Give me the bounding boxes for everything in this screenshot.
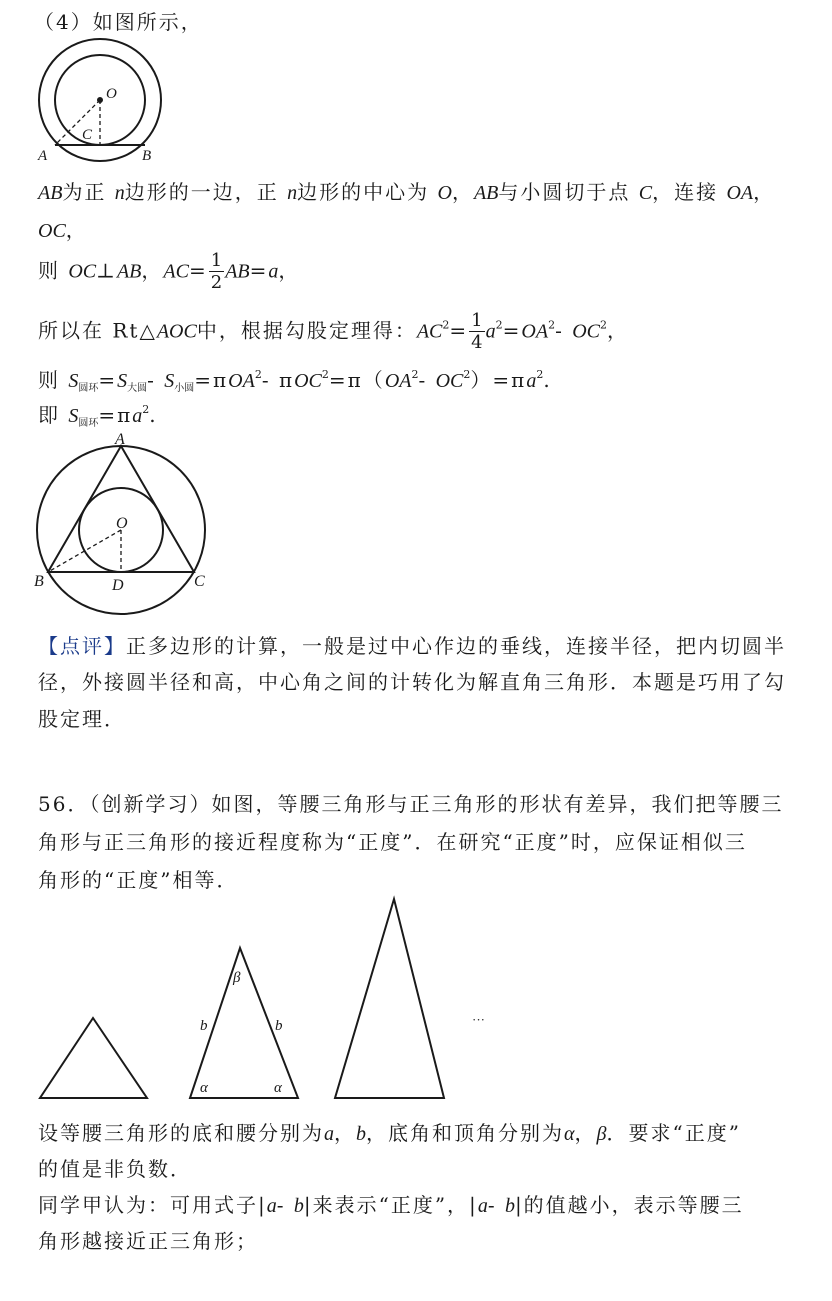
label-a: A	[38, 148, 48, 164]
figure-triangles	[30, 890, 510, 1105]
label-b: B	[34, 573, 44, 590]
solution-line-3: 则 OC⊥AB，AC= $\frac{1}{2}$ AB=a，	[38, 250, 301, 293]
part-heading: （4）如图所示，	[34, 10, 203, 34]
label-alpha-left: α	[200, 1080, 208, 1096]
solution-line-6: 即 $S_{圆环}=\pi a^2$.	[38, 403, 158, 429]
q56-line-3: 角形的“正度”相等．	[38, 868, 239, 892]
label-alpha-right: α	[274, 1080, 282, 1096]
comment-tag: 【点评】	[38, 634, 126, 658]
q56-line-1: 56．（创新学习）如图，等腰三角形与正三角形的形状有差异，我们把等腰三	[38, 792, 784, 816]
fraction-quarter: $\frac{1}{4}$	[471, 310, 483, 353]
solution-line-1: AB为正 n边形的一边，正 n边形的中心为 O，AB与小圆切于点 C，连接 OA，	[38, 180, 776, 204]
label-o: O	[116, 515, 128, 532]
solution-line-4: 所以在 Rt△AOC中，根据勾股定理得：$AC^2=$ $\frac{1}{4}$ $a^2=OA^2-$ $OC^2$，	[38, 310, 629, 353]
comment-line-3: 股定理．	[38, 707, 126, 731]
solution-line-5: 则 $S_{圆环}=S_{大圆}-$ $S_{小圆}=\pi OA^2-$ $\pi OC^2=\pi(OA^2-$ $OC^2)=\pi a^2$.	[38, 368, 552, 394]
label-d: D	[112, 577, 124, 594]
segment-ob	[48, 530, 121, 572]
figure-concentric-circles	[30, 36, 170, 166]
fraction-half: $\frac{1}{2}$	[210, 250, 223, 293]
label-b-right: b	[275, 1018, 283, 1034]
label-c: C	[82, 127, 93, 143]
ellipsis: ···	[472, 1012, 485, 1027]
equilateral-triangle-small	[40, 1018, 147, 1098]
comment-line-2: 径，外接圆半径和高，中心角之间的计转化为解直角三角形．本题是巧用了勾	[38, 670, 786, 694]
solution-line-2: OC，	[38, 218, 88, 242]
label-b: B	[142, 148, 152, 164]
q56-line-2: 角形与正三角形的接近程度称为“正度”．在研究“正度”时，应保证相似三	[38, 830, 747, 854]
q56-line-5: 的值是非负数．	[38, 1157, 192, 1181]
comment-line-1: 【点评】正多边形的计算，一般是过中心作边的垂线，连接半径，把内切圆半	[38, 634, 786, 658]
q56-line-6: 同学甲认为：可用式子|a- b|来表示“正度”，|a- b|的值越小，表示等腰三	[38, 1193, 744, 1217]
label-o: O	[106, 86, 117, 102]
q56-line-7: 角形越接近正三角形；	[38, 1229, 258, 1253]
q56-line-4: 设等腰三角形的底和腰分别为a，b，底角和顶角分别为α，β．要求“正度”	[38, 1121, 741, 1145]
figure-triangle-circles	[30, 430, 220, 620]
center-point	[97, 97, 103, 103]
isosceles-triangle-tall	[335, 899, 444, 1098]
label-a: A	[115, 431, 125, 448]
label-c: C	[194, 573, 205, 590]
label-b-left: b	[200, 1018, 208, 1034]
label-beta: β	[233, 970, 241, 986]
